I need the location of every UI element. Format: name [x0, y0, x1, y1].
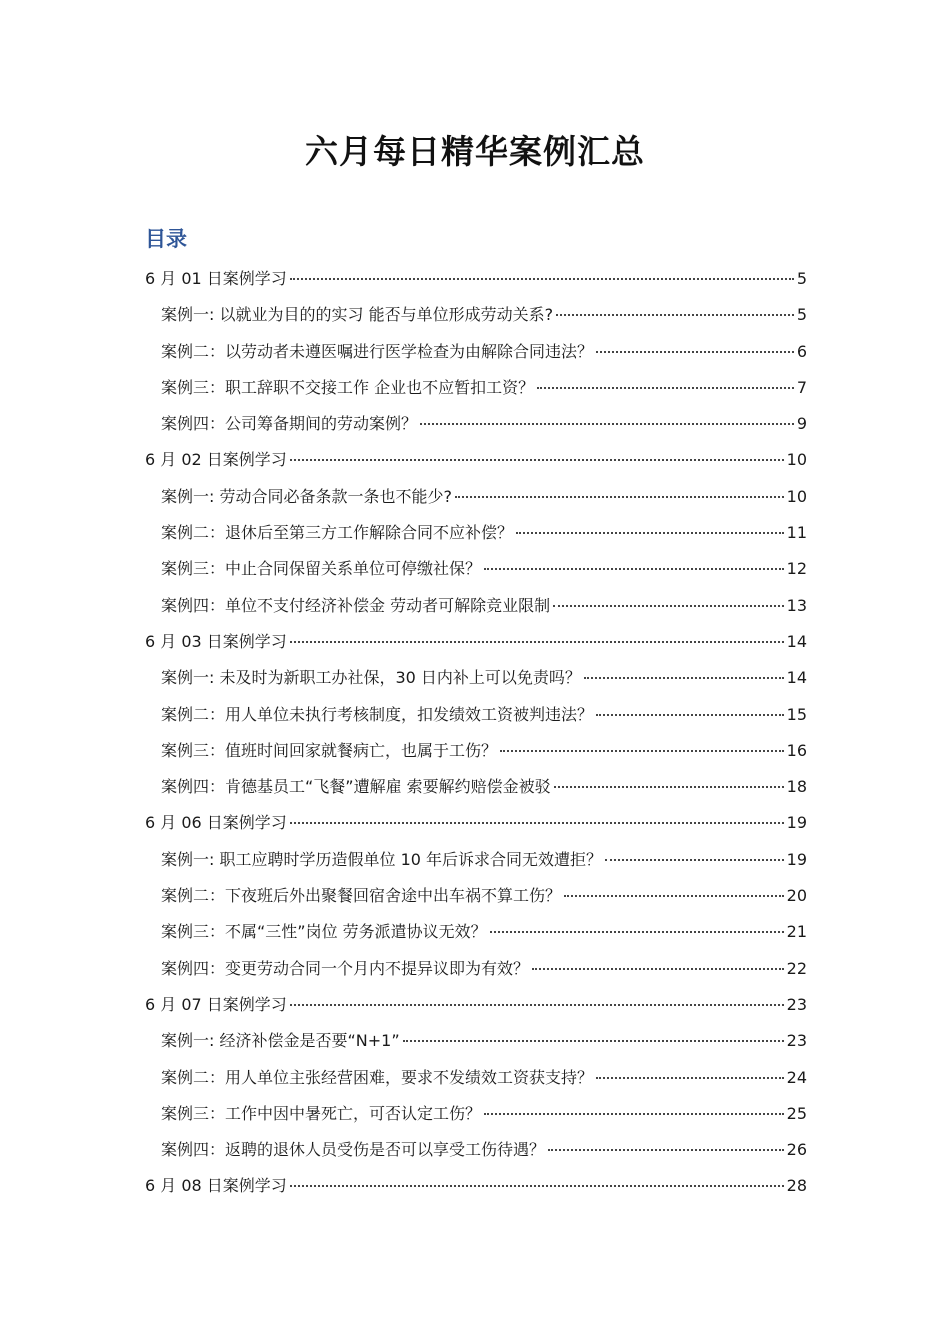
toc-dot-leader [455, 496, 784, 498]
toc-entry-title: 6 月 07 日案例学习 [145, 994, 287, 1014]
toc-dot-leader [290, 641, 784, 643]
toc-dot-leader [584, 677, 784, 679]
toc-page-number: 26 [786, 1140, 807, 1160]
toc-dot-leader [290, 459, 784, 461]
toc-day-entry[interactable] [145, 808, 807, 844]
toc-case-entry[interactable] [145, 954, 807, 990]
toc-page-number: 13 [786, 595, 807, 615]
toc-case-entry[interactable] [145, 409, 807, 445]
toc-dot-leader [532, 968, 784, 970]
toc-entry-title: 案例一: 职工应聘时学历造假单位 10 年后诉求合同无效遭拒？ [161, 849, 603, 869]
toc-page-number: 19 [786, 813, 807, 833]
toc-case-entry[interactable] [145, 845, 807, 881]
toc-case-entry[interactable] [145, 772, 807, 808]
toc-dot-leader [605, 859, 784, 861]
toc-entry-title: 案例一: 未及时为新职工办社保，30 日内补上可以免责吗？ [161, 668, 581, 688]
toc-entry-title: 案例四：肯德基员工“飞餐”遭解雇 索要解约赔偿金被驳 [161, 777, 551, 797]
toc-day-entry[interactable] [145, 1171, 807, 1207]
toc-day-entry[interactable] [145, 264, 807, 300]
toc-dot-leader [290, 1004, 784, 1006]
toc-day-entry[interactable] [145, 445, 807, 481]
toc-dot-leader [564, 895, 784, 897]
toc-entry-title: 案例二：用人单位未执行考核制度，扣发绩效工资被判违法？ [161, 704, 594, 724]
toc-case-entry[interactable] [145, 881, 807, 917]
toc-case-entry[interactable] [145, 591, 807, 627]
toc-dot-leader [420, 423, 794, 425]
toc-entry-title: 案例二：退休后至第三方工作解除合同不应补偿？ [161, 523, 514, 543]
toc-page-number: 21 [786, 922, 807, 942]
toc-dot-leader [484, 1113, 784, 1115]
toc-case-entry[interactable] [145, 917, 807, 953]
toc-page-number: 18 [786, 777, 807, 797]
toc-entry-title: 6 月 03 日案例学习 [145, 631, 287, 651]
toc-page-number: 10 [786, 450, 807, 470]
toc-case-entry[interactable] [145, 373, 807, 409]
toc-entry-title: 案例四：单位不支付经济补偿金 劳动者可解除竞业限制 [161, 595, 551, 615]
toc-dot-leader [290, 822, 784, 824]
toc-page-number: 9 [796, 414, 807, 434]
toc-entry-title: 案例二：下夜班后外出聚餐回宿舍途中出车祸不算工伤？ [161, 886, 562, 906]
toc-dot-leader [490, 931, 784, 933]
toc-case-entry[interactable] [145, 736, 807, 772]
toc-entry-title: 案例四：变更劳动合同一个月内不提异议即为有效？ [161, 958, 530, 978]
toc-entry-title: 案例一: 以就业为目的的实习 能否与单位形成劳动关系? [161, 305, 554, 325]
toc-day-entry[interactable] [145, 627, 807, 663]
toc-page-number: 25 [786, 1103, 807, 1123]
toc-page-number: 24 [786, 1067, 807, 1087]
table-of-contents [145, 264, 807, 1208]
toc-entry-title: 案例三：值班时间回家就餐病亡，也属于工伤？ [161, 740, 498, 760]
toc-case-entry[interactable] [145, 300, 807, 336]
toc-dot-leader [484, 568, 784, 570]
toc-page-number: 7 [796, 377, 807, 397]
toc-page-number: 11 [786, 523, 807, 543]
toc-page-number: 12 [786, 559, 807, 579]
toc-case-entry[interactable] [145, 1135, 807, 1171]
toc-entry-title: 案例三：不属“三性”岗位 劳务派遣协议无效？ [161, 922, 487, 942]
toc-dot-leader [596, 351, 794, 353]
toc-case-entry[interactable] [145, 1026, 807, 1062]
toc-page-number: 15 [786, 704, 807, 724]
toc-page-number: 14 [786, 631, 807, 651]
toc-entry-title: 案例一: 经济补偿金是否要“N+1” [161, 1031, 400, 1051]
toc-case-entry[interactable] [145, 554, 807, 590]
toc-heading: 目录 [145, 227, 187, 251]
toc-case-entry[interactable] [145, 700, 807, 736]
toc-page-number: 6 [796, 341, 807, 361]
toc-dot-leader [537, 387, 794, 389]
toc-dot-leader [290, 278, 794, 280]
toc-case-entry[interactable] [145, 1099, 807, 1135]
toc-page-number: 28 [786, 1176, 807, 1196]
toc-dot-leader [556, 314, 794, 316]
toc-entry-title: 案例四：公司筹备期间的劳动案例？ [161, 414, 418, 434]
toc-dot-leader [596, 714, 784, 716]
toc-page-number: 10 [786, 486, 807, 506]
toc-dot-leader [554, 786, 784, 788]
toc-page-number: 5 [796, 305, 807, 325]
toc-entry-title: 案例三：职工辞职不交接工作 企业也不应暂扣工资？ [161, 377, 535, 397]
toc-page-number: 23 [786, 994, 807, 1014]
document-title: 六月每日精华案例汇总 [305, 132, 645, 171]
toc-entry-title: 6 月 06 日案例学习 [145, 813, 287, 833]
toc-dot-leader [553, 605, 784, 607]
toc-page-number: 16 [786, 740, 807, 760]
toc-page-number: 23 [786, 1031, 807, 1051]
toc-entry-title: 6 月 01 日案例学习 [145, 269, 287, 288]
toc-dot-leader [548, 1149, 784, 1151]
toc-page-number: 22 [786, 958, 807, 978]
toc-dot-leader [290, 1185, 784, 1187]
toc-entry-title: 6 月 08 日案例学习 [145, 1176, 287, 1196]
toc-page-number: 20 [786, 886, 807, 906]
toc-entry-title: 案例二：以劳动者未遵医嘱进行医学检查为由解除合同违法？ [161, 341, 594, 361]
toc-case-entry[interactable] [145, 1063, 807, 1099]
toc-page-number: 14 [786, 668, 807, 688]
toc-dot-leader [403, 1040, 784, 1042]
toc-dot-leader [596, 1077, 784, 1079]
toc-entry-title: 案例一: 劳动合同必备条款一条也不能少? [161, 486, 452, 506]
toc-case-entry[interactable] [145, 518, 807, 554]
toc-dot-leader [500, 750, 784, 752]
toc-dot-leader [516, 532, 784, 534]
toc-entry-title: 案例三：中止合同保留关系单位可停缴社保？ [161, 559, 482, 579]
toc-case-entry[interactable] [145, 337, 807, 373]
toc-case-entry[interactable] [145, 482, 807, 518]
toc-case-entry[interactable] [145, 663, 807, 699]
toc-day-entry[interactable] [145, 990, 807, 1026]
toc-page-number: 19 [786, 849, 807, 869]
toc-entry-title: 案例二：用人单位主张经营困难，要求不发绩效工资获支持？ [161, 1067, 594, 1087]
toc-page-number: 5 [796, 269, 807, 288]
toc-entry-title: 案例三：工作中因中暑死亡，可否认定工伤？ [161, 1103, 482, 1123]
toc-entry-title: 案例四：返聘的退休人员受伤是否可以享受工伤待遇？ [161, 1140, 546, 1160]
toc-entry-title: 6 月 02 日案例学习 [145, 450, 287, 470]
